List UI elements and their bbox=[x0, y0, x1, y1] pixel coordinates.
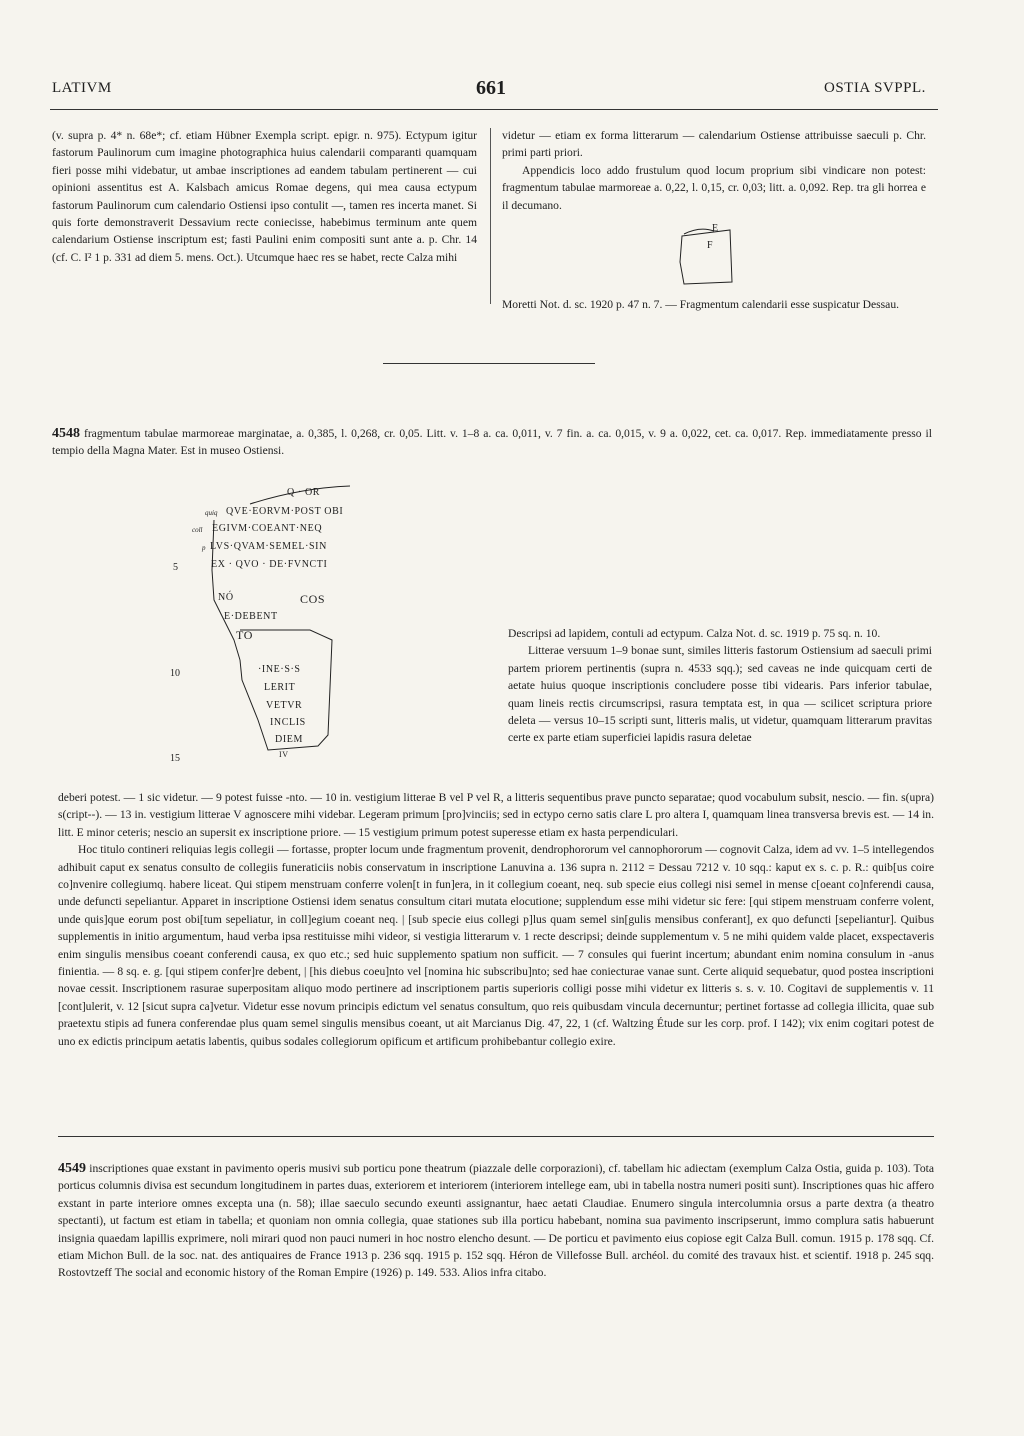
inscription-line-1: Q · OR bbox=[287, 487, 321, 498]
right-column-bibliography bbox=[502, 296, 926, 313]
inscription-supplement-2: coll bbox=[192, 526, 203, 534]
inscription-line-4: LVS·QVAM·SEMEL·SIN bbox=[210, 541, 327, 552]
inscription-supplement-3: p bbox=[202, 544, 206, 552]
running-head-left: LATIVM bbox=[52, 80, 112, 96]
line-number-10: 10 bbox=[170, 668, 180, 679]
inscription-line-7: E·DEBENT bbox=[224, 611, 278, 622]
section-rule bbox=[383, 363, 595, 364]
inscription-line-14: IV bbox=[279, 750, 289, 759]
entry-4549-text: inscriptiones quae exstant in pavimento operis musivi sub porticu pone theatrum (piazzale delle corporazioni), cf. tabellam hic adiectam (exemplum Calza Ostia, guida p. 103). Tota porticus columnis divisa est secundum longitudinem in partes duas, exteriorem et interiorem (interiorem intellege eam, ubi in tabella nostra numeri positi sunt). Inscriptiones quas hic affero exstant in parte interiore omnes excepta una (n. 58); illae saeculo secundo exeunti assignantur, haec aetati Claudiae. Enumero singula intercolumnia orsus a parte dextra (a theatro spectanti), ut factum est etiam in tabella; et quoniam non omnia collegia, quae stationes sub illa porticu habebant, nomina sua pavimento inscripserunt, immo complura satis habuerunt insignia quaedam lapillis exprimere, noli mirari quod non pauci numeri in hoc nostro elencho desunt. — De porticu et pavimento eius copiose egit Calza Bull. comun. 1915 p. 178 sqq. Cf. etiam Michon Bull. de la soc. nat. des antiquaires de France 1913 p. 236 sqq. 1915 p. 152 sqq. Héron de Villefosse Bull. archéol. du comité des travaux hist. et scientif. 1918 p. 245 sqq. Rostovtzeff The social and economic history of the Roman Empire (1926) p. 149. 533. Alios infra citabo. bbox=[58, 1162, 934, 1280]
entry-4549 bbox=[58, 1160, 934, 1282]
inscription-line-8: TO bbox=[236, 628, 253, 642]
fragment-drawing bbox=[670, 222, 740, 292]
line-number-5: 5 bbox=[173, 562, 178, 573]
inscription-line-13: DIEM bbox=[275, 734, 303, 745]
entry-4548-commentary bbox=[58, 789, 934, 1050]
line-number-15: 15 bbox=[170, 753, 180, 764]
side-commentary-paragraph-1: Descripsi ad lapidem, contuli ad ectypum. Calza Not. d. sc. 1919 p. 75 sq. n. 10. bbox=[508, 627, 881, 640]
header-rule bbox=[50, 109, 938, 110]
entry-4548-intro bbox=[52, 425, 932, 460]
inscription-line-5: EX · QVO · DE·FVNCTI bbox=[211, 559, 328, 570]
entry-4549-number: 4549 bbox=[58, 1161, 86, 1176]
inscription-line-11: VETVR bbox=[266, 700, 303, 711]
left-column-paragraph: (v. supra p. 4* n. 68e*; cf. etiam Hübner Exempla script. epigr. n. 975). Ectypum igitur fastorum Paulinorum cum imagine photographica huius calendarii comparanti quamquam fieri posse mihi videbatur, ut ambae inscriptiones ad eandem tabulam pertinerent — cui opinioni assentitus est A. Kalsbach amicus Romae degens, qui mea causa ectypum fastorum Paulinorum cum calendario Ostiensi ipso contulit —, tamen res incerta manet. Si quis forte demonstraverit Dessavium recte coniecisse, habebimus terminum ante quem calendarium Ostiense inscriptum est; fasti Paulini enim compositi sunt ante a. p. Chr. 14 (cf. C. I² 1 p. 331 ad diem 5. mens. Oct.). Utcumque haec res se habet, recte Calza mihi bbox=[52, 129, 477, 264]
inscription-line-2: QVE·EORVM·POST OBI bbox=[226, 506, 344, 517]
column-divider bbox=[490, 128, 491, 304]
inscription-line-9: ·INE·S·S bbox=[258, 664, 301, 675]
right-column-paragraph-1: videtur — etiam ex forma litterarum — calendarium Ostiense attribuisse saeculi p. Chr. primi parti priori. bbox=[502, 129, 926, 160]
inscription-line-12: INCLIS bbox=[270, 717, 306, 728]
page-number: 661 bbox=[476, 77, 506, 99]
fragment-letter-e: E bbox=[712, 223, 719, 234]
commentary-paragraph-2: Hoc titulo contineri reliquias legis collegii — fortasse, propter locum unde fragmentum provenit, dendrophororum vel cannophororum — cognovit Calza, idem ad vv. 1–5 intellegendos adhibuit caput ex senatus consulto de collegiis funeraticiis nobis conservatum in inscriptione Lanuvina a. 136 supra n. 2112 = Dessau 7212 v. 10 sqq.: kaput ex s. c. p. R.: quib[us coire co]nvenire collegiumq. habere liceat. Qui stipem menstruam conferre volen[t in fun]era, in it collegium coeant, neq. sub specie eius collegi nisi semel in mense c[oeant co]nferendi causa, unde defuncti sepeliantur. Apparet in inscriptione Ostiensi idem senatus consultum citari mutata elocutione; supplendum esse mihi videtur sic fere: [qui stipem menstruam conferre volent, unde quis]que eorum post obi[tum sepeliatur, in coll]egium coeant neq. | [sub specie eius collegi p]lus quam semel sin[gulis mensibus conferant], ex quo defuncti [sepeliantur]. Quibus supplementis in initio argumentum, haud verba ipsa restituisse mihi videor, si vestigia litterarum v. 1 recte descripsi; deinde supplementum v. 5 ne mihi quidem valde placet, exspectaveris enim singulis mensibus coeant conferendi causa, ex quo etc.; sed huic supplemento spatium non sufficit. — 7 consules qui fuerint incertum; abundant enim nomina consulum in -anus finientia. — 8 sq. e. g. [qui stipem confer]re debent, | [his diebus coeu]nto vel [nomina hic subscribu]nto; sed hae coniecturae vanae sunt. Certe aliquid sequebatur, quod postea inscriptioni novae cessit. Inscriptionem rasurae superpositam aliquo modo pertinere ad inscriptionem partis superioris colligi posse mihi videtur ex litteris s. s. v. 10. Cogitavi de supplementis v. 11 [cont]ulerit, v. 12 [sicut supra ca]vetur. Videtur esse novum principis edictum vel senatus consultum, quo reis quibusdam vincula decernuntur; pertinet fortasse ad collegia illicita, quae sub praetextu stipis ad funera conferendae plus quam semel singulis mensibus coeant, ut ait Marcianus Dig. 47, 22, 1 (cf. Waltzing Étude sur les corp. prof. I 142); vix enim cogitari potest de uno ex edictis principum aetatis labentis, quibus sodales collegiorum opificum et artificum prohibebantur collegio exire. bbox=[58, 843, 935, 1048]
right-column-paragraph-2: Appendicis loco addo frustulum quod locum proprium sibi vindicare non potest: fragmentum tabulae marmoreae a. 0,22, l. 0,15, cr. 0,03; litt. a. 0,092. Rep. tra gli horrea e il decumano. bbox=[502, 163, 926, 212]
side-commentary-paragraph-2: Litterae versuum 1–9 bonae sunt, similes litteris fastorum Ostiensium ad saeculi primi partem priorem pertinentis (supra n. 4533 sqq.); sed caveas ne inde quicquam certi de aetate huius quoque inscriptionis concludere posse tibi videaris. Pars inferior tabulae, quam lineis rectis circumscripsi, rasura temptata est, in qua — scilicet scriptura priore deleta — versus 10–15 scripti sunt, litteris malis, ut videtur, quamquam litterarum pravitas certe ex parte etiam superficiei lapidis rasura deletae bbox=[508, 644, 932, 745]
left-column bbox=[52, 127, 477, 266]
inscription-line-6-consul: COS bbox=[300, 592, 326, 606]
running-head-right: OSTIA SVPPL. bbox=[824, 80, 926, 96]
inscription-line-6: NÓ bbox=[218, 592, 234, 603]
entry-4548-number: 4548 bbox=[52, 426, 80, 441]
commentary-paragraph-1: deberi potest. — 1 sic videtur. — 9 potest fuisse -nto. — 10 in. vestigium litterae B vel P vel R, a litteris sequentibus prave puncto separatae; quod vocabulum subsit, nescio. — fin. s(upra) s(cript--). — 13 in. vestigium litterae V agnoscere mihi videbar. Legeram primum [pro]vinciis; sed in ectypo cerno satis clare L pro altera I, quamquam linea transversa brevis est. — 14 in. litt. E minor ceteris; nescio an supersit ex inscriptione priore. — 15 vestigium primum potest superesse etiam ex hasta perpendiculari. bbox=[58, 791, 934, 839]
inscription-supplement-1: quiq bbox=[205, 509, 218, 517]
entry-4548-side-commentary bbox=[508, 625, 932, 747]
right-column-paragraph-3: Moretti Not. d. sc. 1920 p. 47 n. 7. — Fragmentum calendarii esse suspicatur Dessau. bbox=[502, 298, 900, 311]
entry-4548-description: fragmentum tabulae marmoreae marginatae, a. 0,385, l. 0,268, cr. 0,05. Litt. v. 1–8 a. ca. 0,011, v. 7 fin. a. ca. 0,015, v. 9 a. 0,022, cet. ca. 0,017. Rep. immediatamente presso il tempio della Magna Mater. Est in museo Ostiensi. bbox=[52, 427, 932, 458]
right-column bbox=[502, 127, 926, 214]
inscription-line-10: LERIT bbox=[264, 682, 296, 693]
fragment-letter-f: F bbox=[707, 240, 714, 251]
entry-separator-rule bbox=[58, 1136, 934, 1137]
inscription-line-3: EGIVM·COEANT·NEQ bbox=[212, 523, 323, 534]
